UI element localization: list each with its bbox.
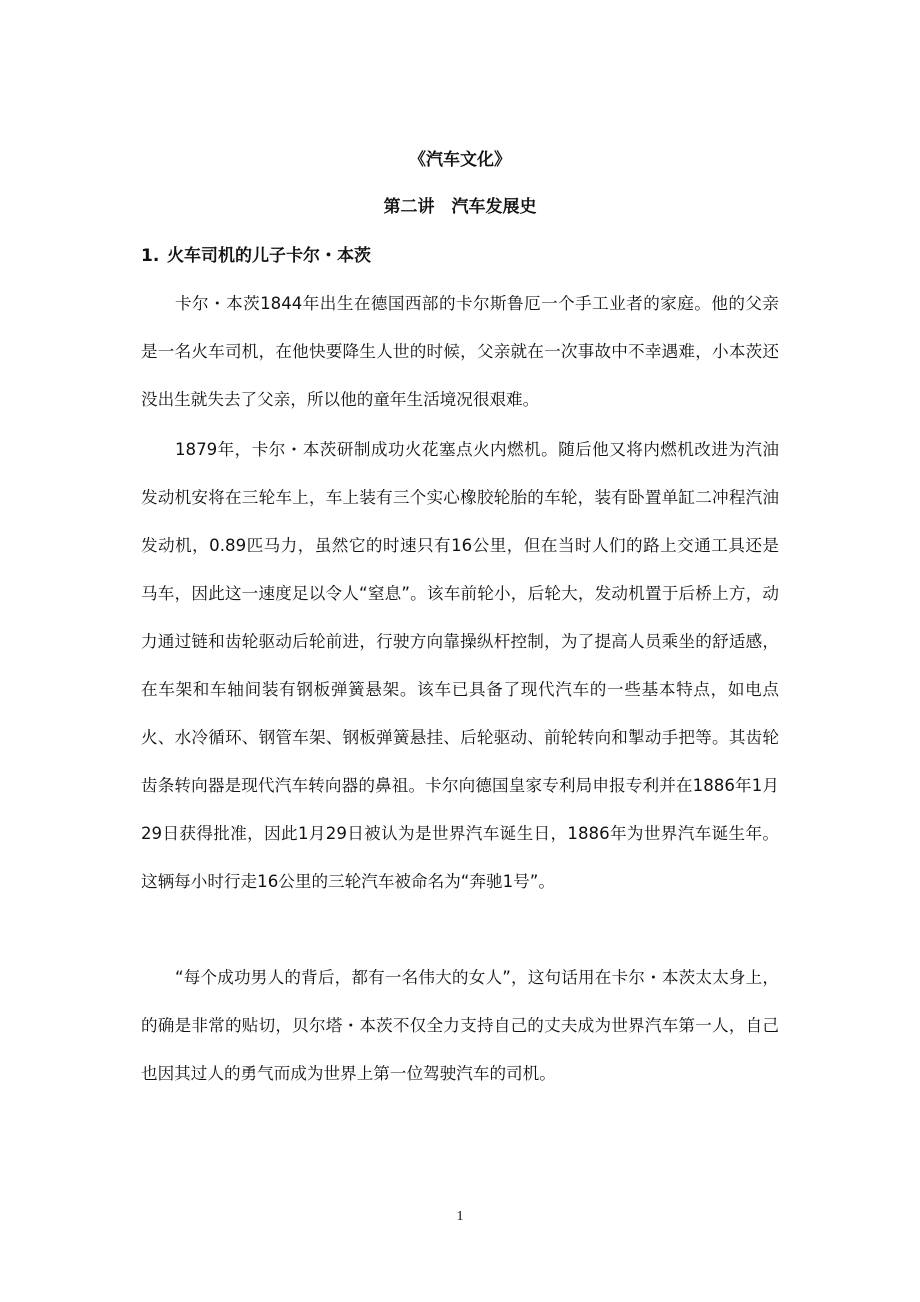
paragraph-invention: 1879年，卡尔・本茨研制成功火花塞点火内燃机。随后他又将内燃机改进为汽油发动机安将在三轮车上，车上装有三个实心橡胶轮胎的车轮，装有卧置单缸二冲程汽油发动机，0.89匹马力，虽然它的时速只有16公里，但在当时人们的路上交通工具还是马车，因此这一速度足以令人“窒息”。该车前轮小，后轮大，发动机置于后桥上方，动力通过链和齿轮驱动后轮前进，行驶方向靠操纵杆控制，为了提高人员乘坐的舒适感，在车架和车轴间装有钢板弹簧悬架。该车已具备了现代汽车的一些基本特点，如电点火、水冷循环、钢管车架、钢板弹簧悬挂、后轮驱动、前轮转向和掣动手把等。其齿轮齿条转向器是现代汽车转向器的鼻祖。卡尔向德国皇家专利局申报专利并在1886年1月29日获得批准，因此1月29日被认为是世界汽车诞生日，1886年为世界汽车诞生年。这辆每小时行走16公里的三轮汽车被命名为“奔驰1号”。 — [141, 440, 779, 891]
page-number: 1 — [456, 1209, 464, 1224]
paragraph-bertha: “每个成功男人的背后，都有一名伟大的女人”，这句话用在卡尔・本茨太太身上，的确是非常的贴切，贝尔塔・本茨不仅全力支持自己的丈夫成为世界汽车第一人，自己也因其过人的勇气而成为世界上第一位驾驶汽车的司机。 — [141, 968, 779, 1083]
paragraph-birth: 卡尔・本茨1844年出生在德国西部的卡尔斯鲁厄一个手工业者的家庭。他的父亲是一名火车司机，在他快要降生人世的时候，父亲就在一次事故中不幸遇难，小本茨还没出生就失去了父亲，所以他的童年生活境况很艰难。 — [141, 294, 779, 409]
section-number: 1. — [141, 246, 160, 266]
lecture-title: 第二讲 汽车发展史 — [383, 197, 537, 217]
section-heading-text: 火车司机的儿子卡尔・本茨 — [167, 246, 371, 266]
section-heading — [141, 244, 371, 268]
document-title: 《汽车文化》 — [409, 150, 511, 170]
